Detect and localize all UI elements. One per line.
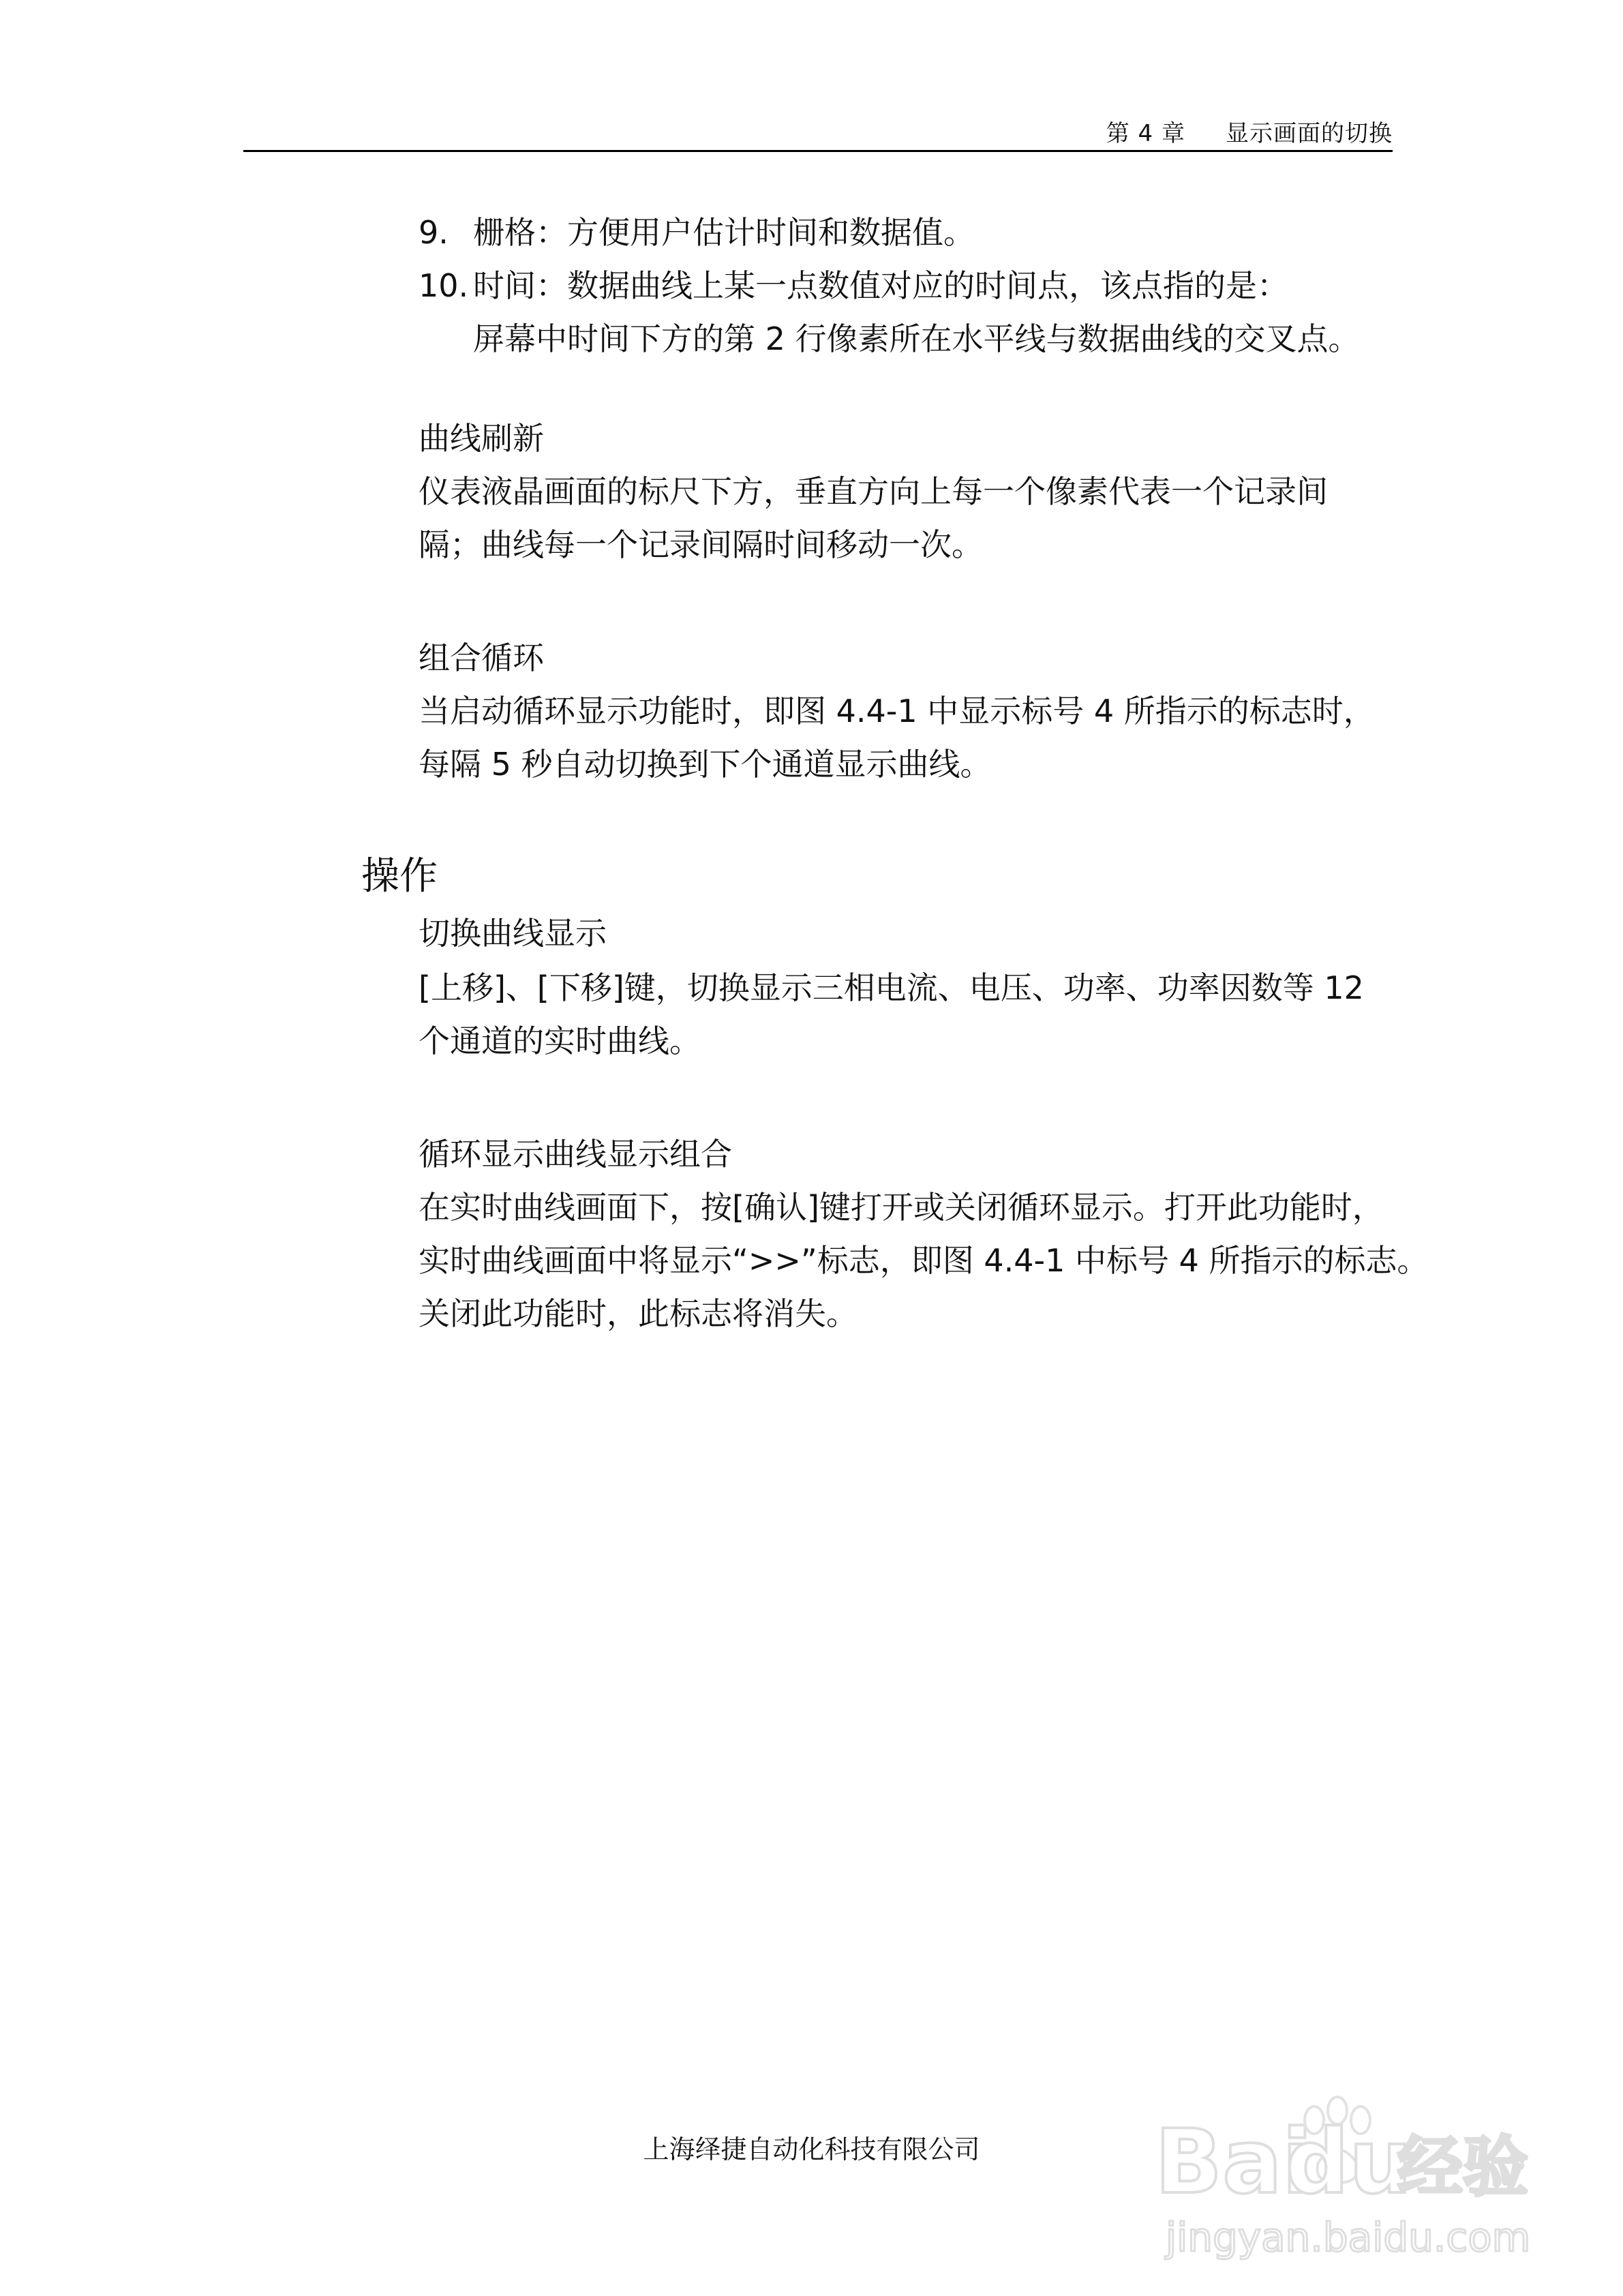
list-item-text: 时间：数据曲线上某一点数值对应的时间点，该点指的是：	[473, 267, 1288, 304]
list-item-10	[419, 259, 1288, 312]
svg-text:du: du	[1286, 2110, 1412, 2214]
svg-text:jingyan.baidu.com: jingyan.baidu.com	[1166, 2214, 1531, 2261]
baidu-jingyan-watermark	[1152, 2072, 1534, 2270]
chapter-title: 第 4 章 显示画面的切换	[1106, 120, 1393, 147]
subheading-cycle-display: 循环显示曲线显示组合	[419, 1136, 732, 1173]
paragraph-switch-curve	[419, 961, 1386, 1068]
paragraph-line: 在实时曲线画面下，按[确认]键打开或关闭循环显示。打开此功能时，	[419, 1189, 1384, 1226]
list-item-number: 10.	[419, 267, 469, 304]
header-divider	[243, 150, 1393, 152]
svg-text:Bai: Bai	[1155, 2110, 1313, 2214]
paragraph-line: 仪表液晶画面的标尺下方，垂直方向上每一个像素代表一个记录间	[419, 473, 1328, 510]
paragraph-curve-refresh	[419, 465, 1386, 571]
list-item-9	[419, 206, 975, 259]
subheading-switch-curve: 切换曲线显示	[419, 915, 607, 952]
paragraph-line: 实时曲线画面中将显示“>>”标志，即图 4.4-1 中标号 4 所指示的标志。	[419, 1242, 1429, 1279]
footer-company: 上海绎捷自动化科技有限公司	[643, 2134, 980, 2164]
list-item-text: 栅格：方便用户估计时间和数据值。	[473, 214, 975, 251]
section-heading-operation: 操作	[361, 854, 438, 898]
svg-text:经验: 经验	[1397, 2129, 1528, 2205]
list-item-10-continuation: 屏幕中时间下方的第 2 行像素所在水平线与数据曲线的交叉点。	[473, 320, 1360, 357]
paragraph-line: 每隔 5 秒自动切换到下个通道显示曲线。	[419, 746, 992, 783]
paragraph-combo-cycle	[419, 684, 1386, 791]
list-item-number: 9.	[419, 214, 449, 251]
paragraph-line: [上移]、[下移]键，切换显示三相电流、电压、功率、功率因数等 12	[419, 969, 1364, 1006]
paragraph-cycle-display	[419, 1181, 1429, 1340]
subheading-combo-cycle: 组合循环	[419, 639, 544, 676]
paragraph-line: 当启动循环显示功能时，即图 4.4-1 中显示标号 4 所指示的标志时，	[419, 693, 1375, 729]
paragraph-line: 隔；曲线每一个记录间隔时间移动一次。	[419, 526, 983, 563]
paragraph-line: 个通道的实时曲线。	[419, 1023, 701, 1059]
paragraph-line: 关闭此功能时，此标志将消失。	[419, 1295, 858, 1332]
subheading-curve-refresh: 曲线刷新	[419, 420, 544, 457]
